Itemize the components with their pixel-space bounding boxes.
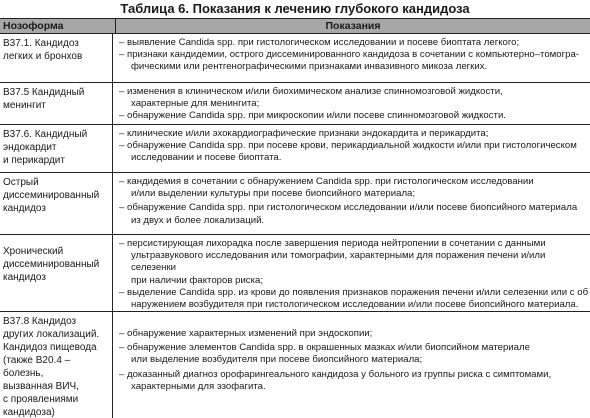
indication-item: – кандидемия в сочетании с обнаружением Candida spp. при гистологическом исследовании и/или выделении культуры при посеве биопсийного материала; [119, 176, 534, 200]
nosoform-cell: Хронический диссеминированный кандидоз [3, 246, 100, 283]
column-header-indications: Показания [115, 19, 590, 33]
indications-cell [112, 83, 590, 124]
table-header-row [0, 18, 590, 34]
table-row-candida-meningitis [0, 83, 590, 125]
nosoform-cell: В37.8 Кандидоз других локализаций. Кандидоз пищевода (также В20.4 – болезнь, вызванная ВИЧ, с проявлениями кандидоза) [3, 316, 100, 418]
indications-cell [112, 235, 590, 311]
indications-table [0, 18, 590, 418]
table-row-acute-disseminated [0, 173, 590, 235]
nosoform-cell: В37.5 Кандидный менингит [3, 87, 85, 111]
indication-item: – обнаружение элементов Candida spp. в окрашенных мазках и/или биопсийном материале или выделение возбудителя при посеве биопсийного материала; [119, 342, 530, 366]
nosoform-cell: В37.6. Кандидный эндокардит и перикардит [3, 129, 88, 166]
nosoform-cell: В37.1. Кандидоз легких и бронхов [3, 38, 83, 62]
indication-item: – обнаружение Candida spp. при гистологическом исследовании и/или посеве биопсийного материала из двух и более локализаций. [119, 202, 578, 226]
indication-item: – клинические и/или эхокардиографические признаки эндокардита и перикардита; [119, 128, 489, 139]
indication-item: – выделение Candida spp. из крови до появления признаков поражения печени и/или селезенки или с об наружением возбудителя при гистологическом исследовании и/или посеве биопсийного материала. [119, 286, 589, 311]
indications-cell [112, 312, 590, 418]
indications-cell [112, 34, 590, 82]
table-caption: Таблица 6. Показания к лечению глубокого кандидоза [120, 1, 470, 16]
indication-item: – обнаружение характерных изменений при эндоскопии; [119, 328, 373, 339]
indication-item: – обнаружение Candida spp. при посеве крови, перикардиальной жидкости и/или при гистологическом исследовании и посеве биоптата. [119, 140, 577, 164]
table-row-esophageal-candidiasis [0, 312, 590, 418]
indication-item: – обнаружение Candida spp. при микроскопии и/или посеве спинномозговой жидкости. [119, 110, 506, 122]
indication-item: – доказанный диагноз орофарингеального кандидоза у больного из группы риска с симптомами, характерными для эзофагита. [119, 368, 552, 392]
indication-item: – персистирующая лихорадка после завершения периода нейтропении в сочетании с данными ультразвукового исследования или томографии, характерными для поражения печени и/или селезенки при наличии факторов риска; [119, 238, 546, 286]
indications-cell [112, 125, 590, 172]
indication-item: – выявление Candida spp. при гистологическом исследовании и посеве биоптата легкого; [119, 37, 520, 48]
indications-cell [112, 173, 590, 234]
column-header-nosoform: Нозоформа [3, 20, 64, 32]
table-row-chronic-disseminated [0, 235, 590, 312]
indication-item: – признаки кандидемии, острого диссеминированного кандидоза в сочетании с компьютерно–томогра- фическими или рентгенографическими признаками инвазивного микоза легких. [119, 49, 579, 73]
table-row-candidiasis-lungs [0, 34, 590, 83]
indication-item: – изменения в клиническом и/или биохимическом анализе спинномозговой жидкости, характерные для менингита; [119, 86, 503, 110]
table-row-candida-endocarditis [0, 125, 590, 173]
nosoform-cell: Острый диссеминированный кандидоз [3, 177, 100, 214]
